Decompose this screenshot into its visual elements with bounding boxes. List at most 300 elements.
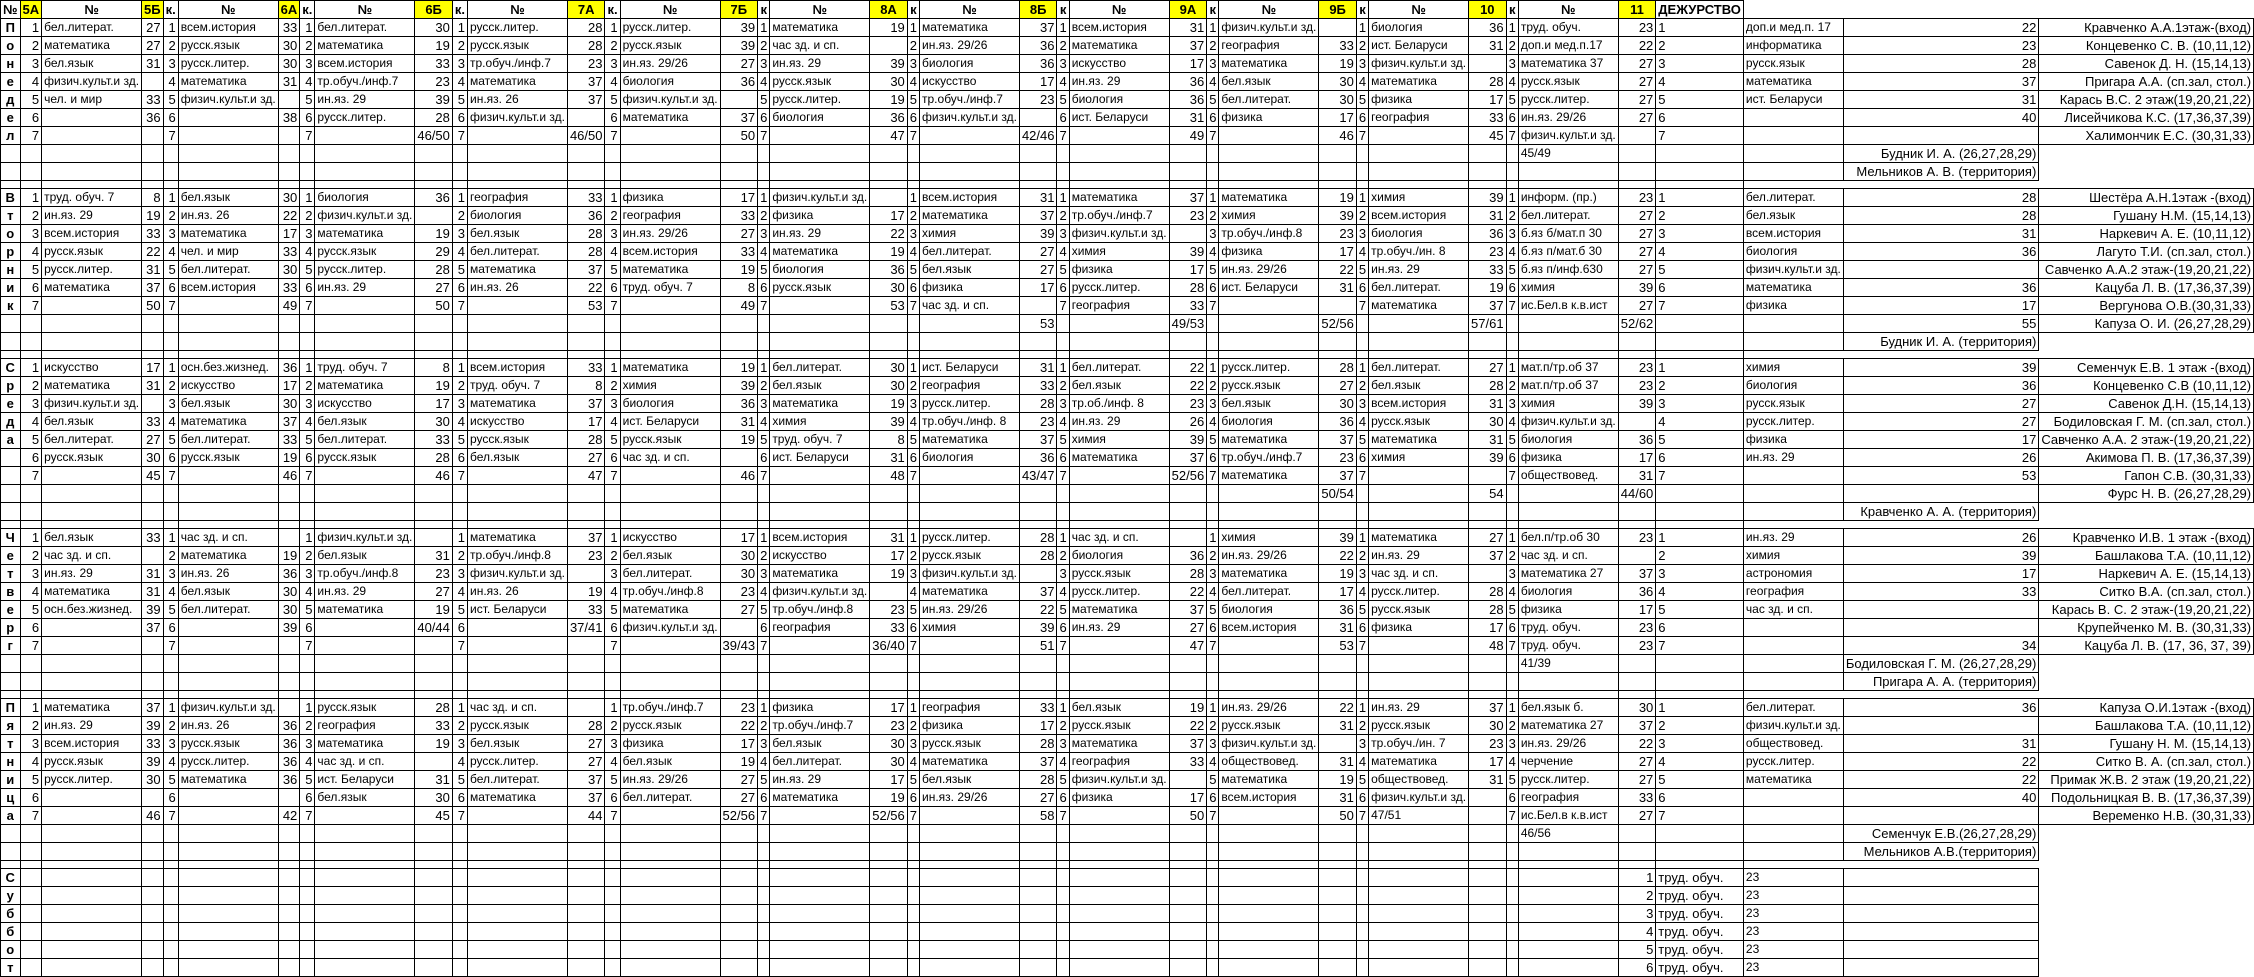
lesson-number: 7 [163, 637, 178, 655]
column-header: № [1069, 1, 1169, 19]
lesson-number: 5 [1057, 771, 1069, 789]
room-cell: 31 [870, 529, 908, 547]
separator-cell [605, 691, 620, 699]
lesson-number [300, 905, 315, 923]
separator-cell [20, 181, 42, 189]
lesson-number: 5 [1207, 261, 1219, 279]
room-cell: 50 [1169, 807, 1207, 825]
lesson-number: 5 [907, 771, 919, 789]
lesson-number: 6 [163, 789, 178, 807]
lesson-number: 2 [300, 717, 315, 735]
subject-cell [1219, 333, 1319, 351]
separator-cell [758, 351, 770, 359]
subject-cell [920, 887, 1020, 905]
room-cell: Кравченко А. А. (территория) [1843, 503, 2038, 521]
room-cell [1019, 825, 1057, 843]
subject-cell [920, 673, 1020, 691]
room-cell: 37 [1319, 467, 1357, 485]
subject-cell: физика [770, 699, 870, 717]
subject-cell: ин.яз. 29 [1369, 547, 1469, 565]
timetable-row [1, 619, 2254, 637]
subject-cell: час зд. и сп. [1369, 565, 1469, 583]
lesson-number [1356, 655, 1368, 673]
room-cell: 47 [567, 467, 605, 485]
subject-cell [178, 843, 278, 861]
lesson-number: 4 [300, 753, 315, 771]
lesson-number [452, 163, 467, 181]
subject-cell: физич.культ.и зд. [1219, 19, 1319, 37]
subject-cell: физич.культ.и зд. [920, 109, 1020, 127]
lesson-number: 1 [605, 359, 620, 377]
separator-cell [758, 691, 770, 699]
room-cell: 19 [415, 735, 453, 753]
subject-cell: 23 [1743, 887, 1843, 905]
lesson-number: 3 [1207, 55, 1219, 73]
room-cell: 17 [1469, 619, 1507, 637]
subject-cell: математика 27 [1518, 717, 1618, 735]
subject-cell [468, 887, 568, 905]
lesson-number: 1 [758, 699, 770, 717]
lesson-number: 3 [758, 565, 770, 583]
lesson-number [605, 673, 620, 691]
lesson-number [1506, 843, 1518, 861]
lesson-number: 2 [452, 547, 467, 565]
room-cell: 30 [278, 37, 300, 55]
lesson-number [1207, 315, 1219, 333]
room-cell: 55 [1843, 315, 2038, 333]
lesson-number: 6 [300, 279, 315, 297]
subject-cell [42, 923, 142, 941]
duty-entry: 7 [1656, 467, 1744, 485]
day-letter [1, 449, 21, 467]
subject-cell: 41/39 [1518, 655, 1618, 673]
room-cell [1469, 843, 1507, 861]
lesson-number [452, 825, 467, 843]
subject-cell [770, 127, 870, 145]
subject-cell [1219, 869, 1319, 887]
lesson-number: 5 [20, 431, 42, 449]
room-cell [415, 145, 453, 163]
duty-entry: 7 [1656, 637, 1744, 655]
room-cell [1843, 869, 2038, 887]
subject-cell: мат.п/тр.об 37 [1518, 359, 1618, 377]
lesson-number: 7 [605, 297, 620, 315]
subject-cell [1069, 923, 1169, 941]
room-cell: 17 [1319, 243, 1357, 261]
lesson-number [605, 941, 620, 959]
lesson-number: 7 [1356, 297, 1368, 315]
subject-cell [1069, 145, 1169, 163]
lesson-number [163, 869, 178, 887]
room-cell [1469, 145, 1507, 163]
duty-entry: труд. обуч. [1656, 905, 1744, 923]
lesson-number: 3 [163, 735, 178, 753]
lesson-number: 7 [163, 127, 178, 145]
subject-cell [1069, 959, 1169, 977]
room-cell: 27 [1618, 55, 1656, 73]
subject-cell [315, 825, 415, 843]
lesson-number: 1 [300, 189, 315, 207]
subject-cell [42, 887, 142, 905]
lesson-number [758, 825, 770, 843]
separator-cell [907, 691, 919, 699]
lesson-number: 4 [605, 73, 620, 91]
day-letter: ц [1, 789, 21, 807]
subject-cell [42, 109, 142, 127]
lesson-number [1356, 825, 1368, 843]
room-cell [142, 905, 164, 923]
lesson-number: 7 [1057, 807, 1069, 825]
lesson-number: 7 [1207, 127, 1219, 145]
lesson-number: 4 [163, 73, 178, 91]
lesson-number: 4 [1207, 73, 1219, 91]
room-cell [1469, 789, 1507, 807]
subject-cell: час зд. и сп. [1518, 547, 1618, 565]
room-cell: 30 [1469, 413, 1507, 431]
lesson-number: 5 [605, 91, 620, 109]
subject-cell: труд. обуч. 7 [770, 431, 870, 449]
lesson-number: 1 [758, 529, 770, 547]
room-cell [1169, 941, 1207, 959]
lesson-number: 7 [452, 467, 467, 485]
subject-cell: бел.литерат. [1219, 583, 1319, 601]
room-cell [278, 127, 300, 145]
lesson-number: 5 [452, 771, 467, 789]
separator-cell [1356, 351, 1368, 359]
room-cell [1618, 843, 1656, 861]
separator-cell [1656, 691, 1744, 699]
lesson-number: 4 [300, 73, 315, 91]
lesson-number: 3 [300, 225, 315, 243]
lesson-number: 4 [20, 243, 42, 261]
subject-cell: час зд. и сп. [468, 699, 568, 717]
subject-cell [42, 619, 142, 637]
separator-cell [163, 351, 178, 359]
room-cell: 23 [1618, 637, 1656, 655]
subject-cell: физич.культ.и зд. [1369, 789, 1469, 807]
room-cell: 36 [720, 73, 758, 91]
subject-cell: ист. Беларуси [920, 359, 1020, 377]
room-cell: 31 [1618, 467, 1656, 485]
lesson-number [452, 655, 467, 673]
timetable-row [1, 503, 2254, 521]
room-cell: 17 [1469, 91, 1507, 109]
room-cell: 27 [567, 449, 605, 467]
lesson-number [452, 315, 467, 333]
subject-cell: всем.история [468, 359, 568, 377]
lesson-number [907, 959, 919, 977]
room-cell: 31 [1843, 91, 2038, 109]
subject-cell: бел.литерат. [178, 431, 278, 449]
room-cell: 36 [278, 565, 300, 583]
separator-cell [452, 181, 467, 189]
lesson-number: 1 [605, 19, 620, 37]
room-cell: 17 [1019, 73, 1057, 91]
lesson-number: 6 [758, 789, 770, 807]
subject-cell: тр.обуч./инф. 8 [920, 413, 1020, 431]
subject-cell [178, 619, 278, 637]
subject-cell: всем.история [770, 529, 870, 547]
room-cell [567, 825, 605, 843]
room-cell: 33 [142, 91, 164, 109]
subject-cell: география [920, 699, 1020, 717]
timetable-row [1, 807, 2254, 825]
room-cell: 19 [870, 789, 908, 807]
subject-cell: русск.язык [920, 735, 1020, 753]
subject-cell [1069, 333, 1169, 351]
subject-cell: ис.Бел.в к.в.ист [1518, 297, 1618, 315]
room-cell: 17 [1618, 601, 1656, 619]
day-letter: р [1, 377, 21, 395]
separator-cell [1319, 691, 1357, 699]
subject-cell [620, 887, 720, 905]
room-cell: 36 [720, 395, 758, 413]
lesson-number [1356, 905, 1368, 923]
subject-cell [42, 673, 142, 691]
subject-cell [1219, 673, 1319, 691]
lesson-number: 7 [907, 807, 919, 825]
lesson-number [758, 485, 770, 503]
room-cell: 30 [278, 395, 300, 413]
subject-cell [1219, 905, 1319, 923]
subject-cell: всем.история [42, 225, 142, 243]
lesson-number: Шестёра А.Н.1этаж -(вход) [2039, 189, 2254, 207]
subject-cell [468, 485, 568, 503]
lesson-number: 4 [300, 583, 315, 601]
room-cell: 28 [415, 109, 453, 127]
day-letter: е [1, 395, 21, 413]
duty-entry: 3 [1656, 225, 1744, 243]
lesson-number: 2 [1356, 207, 1368, 225]
subject-cell: биология [1743, 243, 1843, 261]
lesson-number: 5 [1356, 261, 1368, 279]
subject-cell [620, 807, 720, 825]
subject-cell: русск.язык [468, 431, 568, 449]
lesson-number: 4 [907, 243, 919, 261]
subject-cell: бел.язык [315, 789, 415, 807]
column-header: 5А [20, 1, 42, 19]
room-cell: Будник И. А. (территория) [1843, 333, 2038, 351]
room-cell: 23 [1469, 243, 1507, 261]
lesson-number [163, 923, 178, 941]
room-cell: 39 [1019, 619, 1057, 637]
separator-cell [1207, 351, 1219, 359]
subject-cell: русск.литер. [920, 395, 1020, 413]
separator-cell [1518, 861, 1618, 869]
subject-cell [920, 333, 1020, 351]
lesson-number: 3 [20, 565, 42, 583]
lesson-number [907, 843, 919, 861]
subject-cell: география [920, 377, 1020, 395]
day-letter: б [1, 923, 21, 941]
duty-entry: 5 [1656, 431, 1744, 449]
lesson-number: 2 [907, 717, 919, 735]
room-cell: 36 [1469, 225, 1507, 243]
subject-cell [1219, 825, 1319, 843]
subject-cell [1369, 941, 1469, 959]
room-cell [1843, 717, 2038, 735]
room-cell [1469, 55, 1507, 73]
lesson-number: 7 [907, 467, 919, 485]
separator-cell [300, 351, 315, 359]
room-cell: 36/40 [870, 637, 908, 655]
timetable-header [1, 1, 2254, 19]
subject-cell: русск.литер. [468, 753, 568, 771]
room-cell: 31 [1169, 109, 1207, 127]
room-cell: 33 [415, 55, 453, 73]
subject-cell: бел.литерат. [620, 789, 720, 807]
room-cell: 17 [1169, 261, 1207, 279]
lesson-number: 2 [1057, 207, 1069, 225]
room-cell: 37 [1019, 753, 1057, 771]
separator-cell [178, 861, 278, 869]
lesson-number: 4 [1057, 413, 1069, 431]
room-cell: Будник И. А. (26,27,28,29) [1843, 145, 2038, 163]
lesson-number: 2 [163, 377, 178, 395]
lesson-number: 6 [1207, 619, 1219, 637]
separator-cell [1506, 521, 1518, 529]
room-cell: 33 [1843, 583, 2038, 601]
room-cell: 52/56 [1319, 315, 1357, 333]
lesson-number [907, 163, 919, 181]
room-cell [1319, 145, 1357, 163]
room-cell: 52/56 [720, 807, 758, 825]
room-cell: 23 [1019, 413, 1057, 431]
lesson-number [452, 673, 467, 691]
room-cell [142, 825, 164, 843]
lesson-number [300, 923, 315, 941]
subject-cell: ин.яз. 29/26 [1518, 109, 1618, 127]
lesson-number: 6 [1506, 789, 1518, 807]
timetable-row [1, 127, 2254, 145]
lesson-number: 1 [300, 359, 315, 377]
room-cell [870, 485, 908, 503]
timetable-row [1, 91, 2254, 109]
room-cell: 19 [1469, 279, 1507, 297]
subject-cell: тр.об./инф. 8 [1069, 395, 1169, 413]
room-cell: 40/44 [415, 619, 453, 637]
lesson-number: 1 [163, 529, 178, 547]
separator-cell [870, 861, 908, 869]
subject-cell: бел.литерат. [315, 19, 415, 37]
lesson-number: Подольницкая В. В. (17,36,37,39) [2039, 789, 2254, 807]
day-letter: С [1, 869, 21, 887]
room-cell [870, 333, 908, 351]
subject-cell: доп.и мед.п.17 [1518, 37, 1618, 55]
subject-cell [1219, 637, 1319, 655]
room-cell [1469, 959, 1507, 977]
room-cell: 37 [567, 771, 605, 789]
lesson-number: 3 [1057, 565, 1069, 583]
room-cell: 23 [1019, 91, 1057, 109]
day-letter: у [1, 887, 21, 905]
lesson-number: 4 [1356, 413, 1368, 431]
column-header: к. [163, 1, 178, 19]
subject-cell: физика [920, 717, 1020, 735]
room-cell: 8 [567, 377, 605, 395]
lesson-number: 4 [1057, 73, 1069, 91]
room-cell [720, 145, 758, 163]
subject-cell [620, 145, 720, 163]
lesson-number [605, 869, 620, 887]
lesson-number: 5 [20, 261, 42, 279]
subject-cell: ист. Беларуси [1369, 37, 1469, 55]
separator-cell [415, 861, 453, 869]
subject-cell [1369, 923, 1469, 941]
separator-cell [1219, 521, 1319, 529]
room-cell: 30 [278, 583, 300, 601]
subject-cell: химия [1369, 449, 1469, 467]
subject-cell: ист. Беларуси [770, 449, 870, 467]
lesson-number: 5 [605, 261, 620, 279]
room-cell: 31 [415, 547, 453, 565]
column-header: 9А [1169, 1, 1207, 19]
room-cell [1469, 825, 1507, 843]
room-cell [1618, 413, 1656, 431]
room-cell: 30 [870, 359, 908, 377]
subject-cell [42, 333, 142, 351]
room-cell: 31 [1319, 717, 1357, 735]
subject-cell: биология [620, 73, 720, 91]
subject-cell: математика [770, 19, 870, 37]
lesson-number [907, 869, 919, 887]
lesson-number: 1 [1207, 359, 1219, 377]
lesson-number [300, 655, 315, 673]
subject-cell: обществовед. [1219, 753, 1319, 771]
room-cell [567, 869, 605, 887]
lesson-number: 2 [758, 717, 770, 735]
room-cell: 33 [1019, 699, 1057, 717]
room-cell: 49 [278, 297, 300, 315]
lesson-number [163, 503, 178, 521]
subject-cell: искусство [178, 377, 278, 395]
separator-cell [1369, 521, 1469, 529]
lesson-number: 5 [20, 771, 42, 789]
timetable-row [1, 55, 2254, 73]
subject-cell: бел.язык [620, 753, 720, 771]
subject-cell [1069, 673, 1169, 691]
lesson-number: 6 [20, 449, 42, 467]
room-cell [720, 655, 758, 673]
subject-cell [42, 941, 142, 959]
room-cell [278, 91, 300, 109]
timetable-row [1, 959, 2254, 977]
lesson-number: 5 [1506, 261, 1518, 279]
room-cell: 46/50 [567, 127, 605, 145]
subject-cell [920, 843, 1020, 861]
subject-cell: информатика [1743, 37, 1843, 55]
lesson-number: 2 [605, 547, 620, 565]
subject-cell: химия [770, 413, 870, 431]
lesson-number: Карась В.С. 2 этаж(19,20,21,22) [2039, 91, 2254, 109]
lesson-number: 6 [452, 619, 467, 637]
lesson-number: 3 [758, 55, 770, 73]
lesson-number: 3 [20, 395, 42, 413]
lesson-number: 1 [452, 699, 467, 717]
lesson-number: 5 [1506, 771, 1518, 789]
subject-cell: бел.язык [178, 395, 278, 413]
room-cell: 50 [720, 127, 758, 145]
timetable-row [1, 735, 2254, 753]
lesson-number: 4 [605, 243, 620, 261]
room-cell: 22 [1019, 601, 1057, 619]
lesson-number: 5 [907, 261, 919, 279]
room-cell [278, 163, 300, 181]
lesson-number: 2 [1506, 377, 1518, 395]
separator-cell [452, 861, 467, 869]
room-cell [720, 673, 758, 691]
room-cell [567, 503, 605, 521]
